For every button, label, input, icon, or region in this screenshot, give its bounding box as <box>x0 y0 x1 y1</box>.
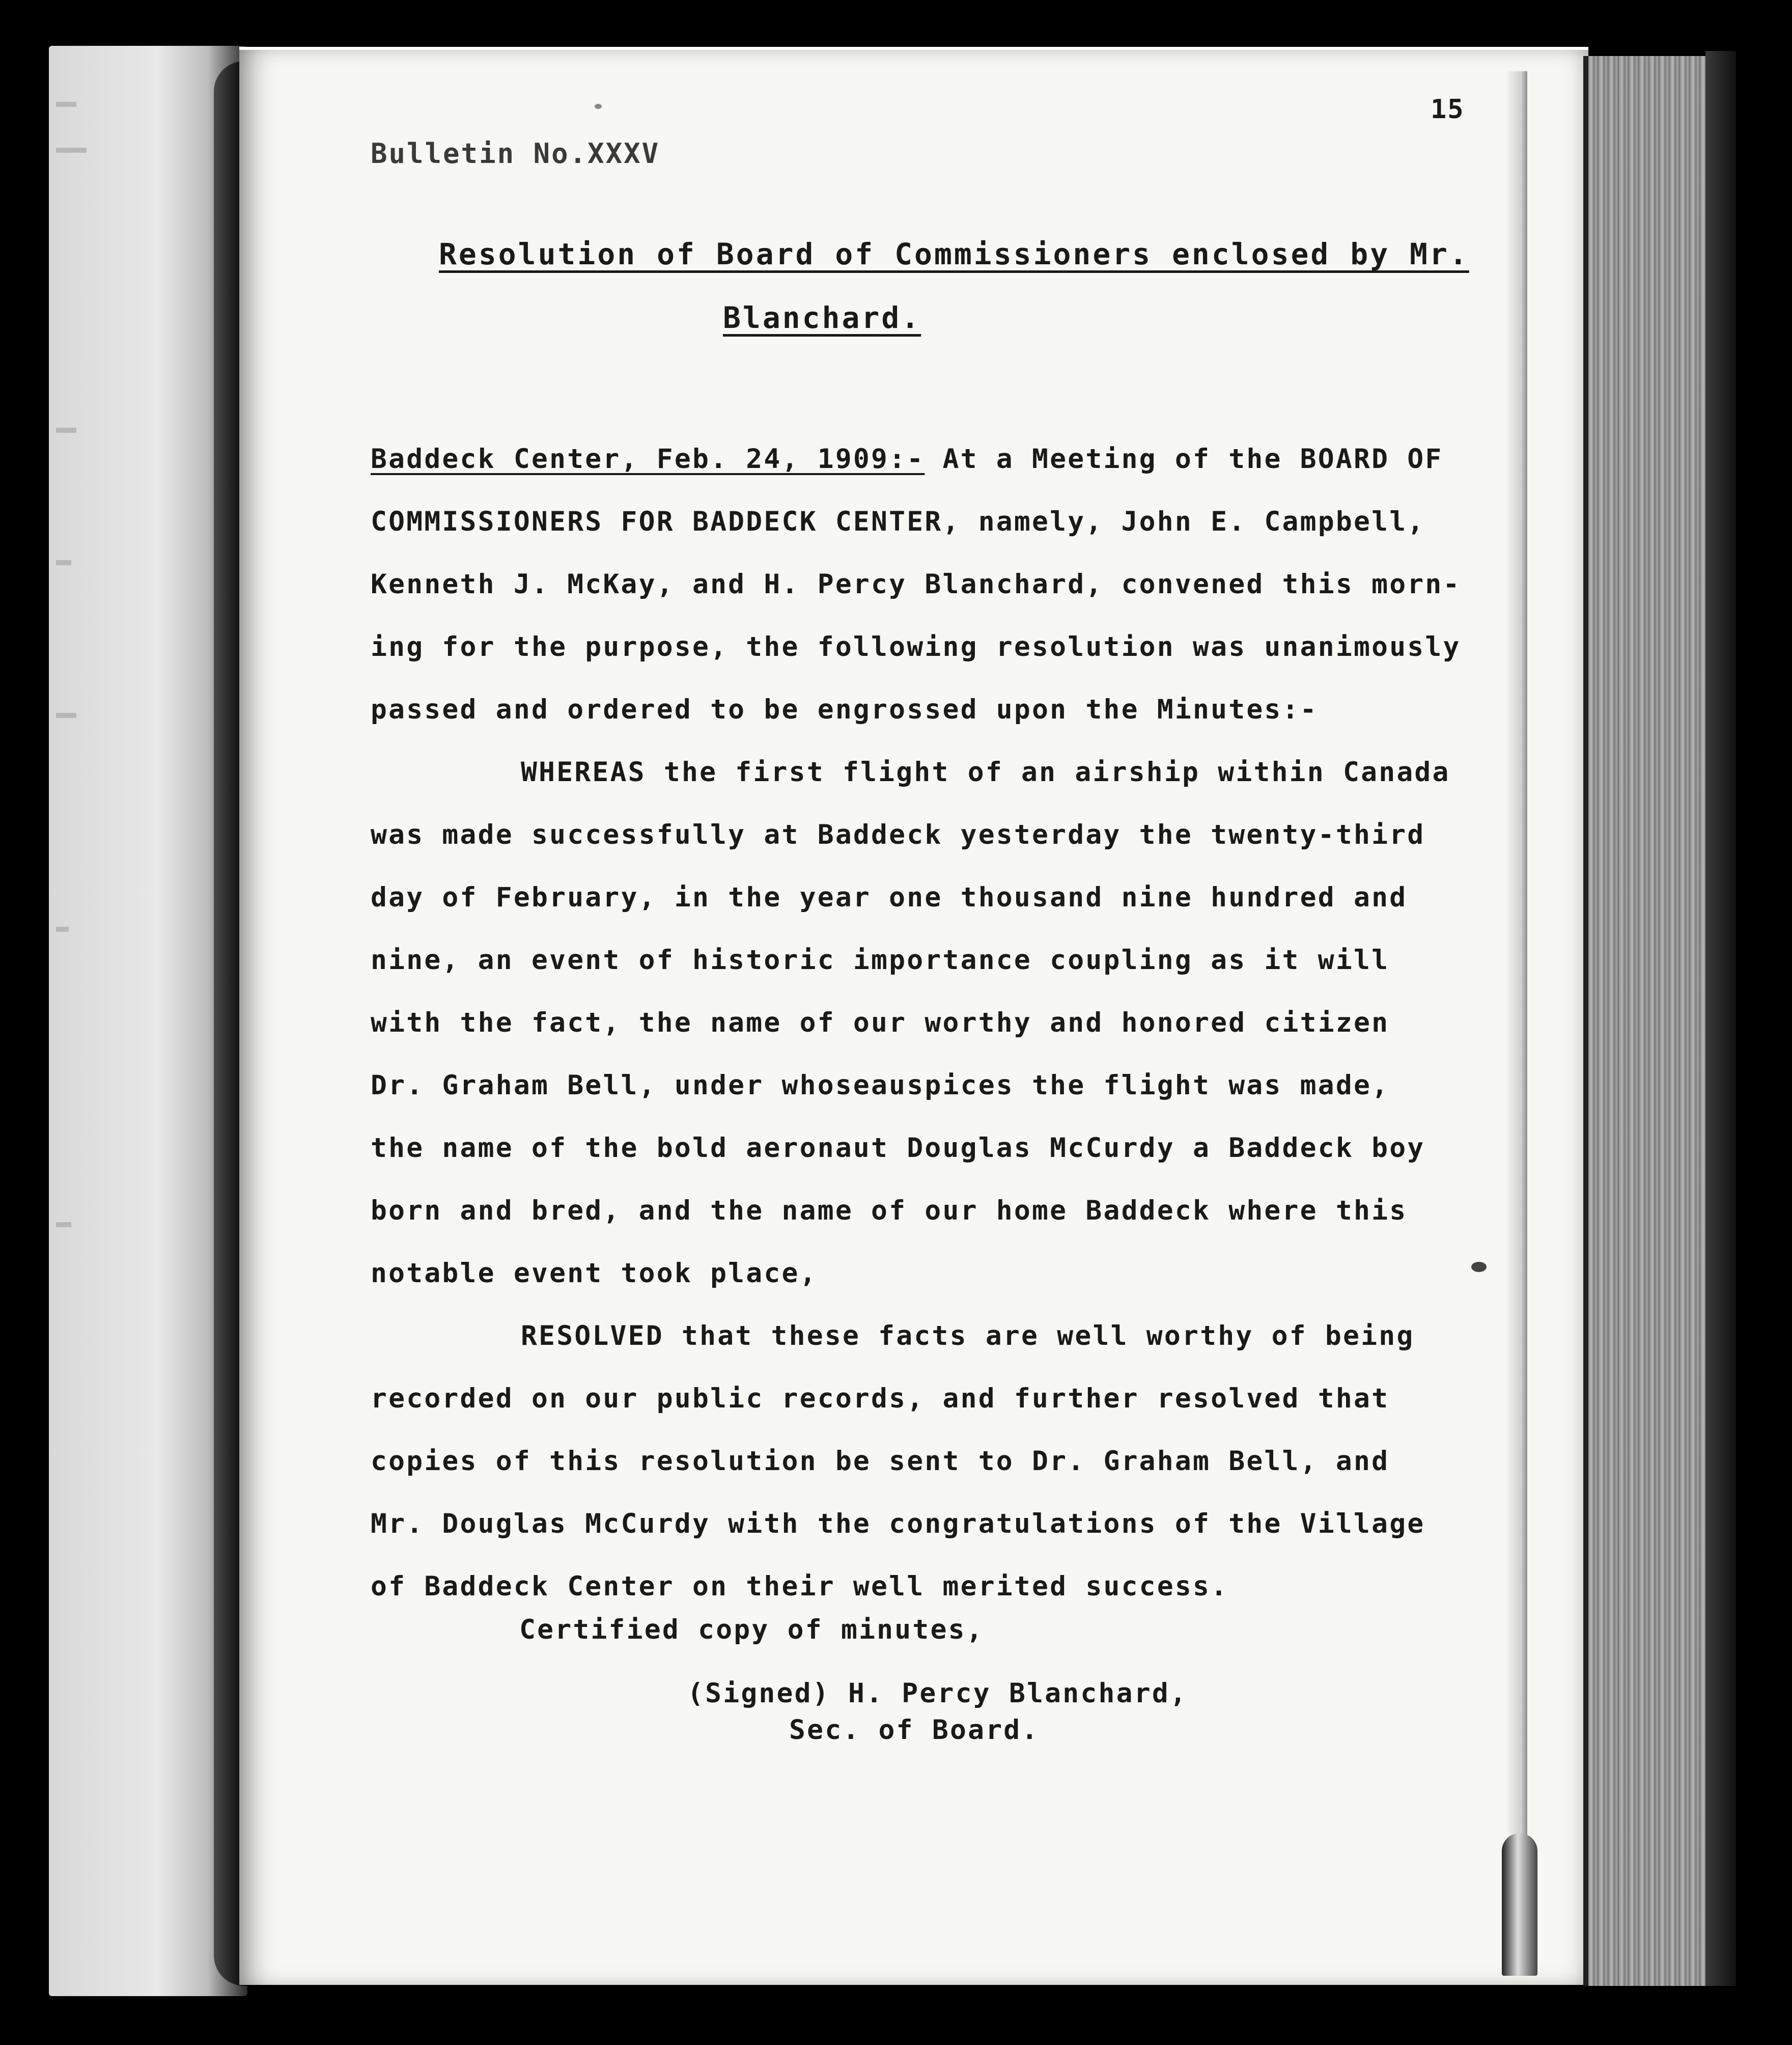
paragraph-2-line: nine, an event of historic importance coupling as it will <box>371 945 1390 976</box>
bulletin-number: Bulletin No.XXXV <box>371 137 660 170</box>
paragraph-1-line: passed and ordered to be engrossed upon the Minutes:- <box>371 694 1318 725</box>
document-title-line-2: Blanchard. <box>723 300 921 335</box>
paragraph-1-line: Kenneth J. McKay, and H. Percy Blanchard, convened this morn- <box>371 569 1461 600</box>
paragraph-3-line: recorded on our public records, and further resolved that <box>371 1383 1390 1414</box>
document-title-line-1: Resolution of Board of Commissioners enclosed by Mr. <box>439 237 1469 271</box>
page-number: 15 <box>1431 94 1465 125</box>
paragraph-3-line: of Baddeck Center on their well merited success. <box>371 1571 1229 1602</box>
paragraph-2-line: Dr. Graham Bell, under whoseauspices the flight was made, <box>371 1070 1390 1101</box>
certified-copy-line: Certified copy of minutes, <box>519 1614 984 1645</box>
paragraph-2-line: day of February, in the year one thousand nine hundred and <box>371 882 1408 913</box>
date-heading: Baddeck Center, Feb. 24, 1909:- <box>371 444 925 475</box>
signature-name: (Signed) H. Percy Blanchard, <box>687 1678 1188 1709</box>
paragraph-2-line: WHEREAS the first flight of an airship within Canada <box>521 757 1450 788</box>
paragraph-1-line: COMMISSIONERS FOR BADDECK CENTER, namely, John E. Campbell, <box>371 506 1425 537</box>
ink-smudge <box>1471 1262 1487 1272</box>
paragraph-2-line: was made successfully at Baddeck yesterday the twenty-third <box>371 819 1425 850</box>
signature-block <box>687 1675 1188 1749</box>
ink-smudge <box>595 104 602 109</box>
signature-title: Sec. of Board. <box>789 1715 1040 1746</box>
paragraph-2-line: with the fact, the name of our worthy and honored citizen <box>371 1007 1390 1038</box>
paragraph-3-line: Mr. Douglas McCurdy with the congratulations of the Village <box>371 1508 1425 1539</box>
paragraph-2-line: notable event took place, <box>371 1258 818 1289</box>
paragraph-2-line: the name of the bold aeronaut Douglas McCurdy a Baddeck boy <box>371 1132 1425 1164</box>
document-body <box>371 428 1536 1618</box>
paragraph-1-line-text: At a Meeting of the BOARD OF <box>925 444 1443 475</box>
paragraph-3-line: copies of this resolution be sent to Dr. Graham Bell, and <box>371 1446 1390 1477</box>
paragraph-2-line: born and bred, and the name of our home Baddeck where this <box>371 1195 1408 1226</box>
paragraph-3-line: RESOLVED that these facts are well worthy of being <box>521 1320 1415 1351</box>
paragraph-1-line <box>371 428 1536 490</box>
paragraph-1-line: ing for the purpose, the following resolution was unanimously <box>371 631 1461 662</box>
